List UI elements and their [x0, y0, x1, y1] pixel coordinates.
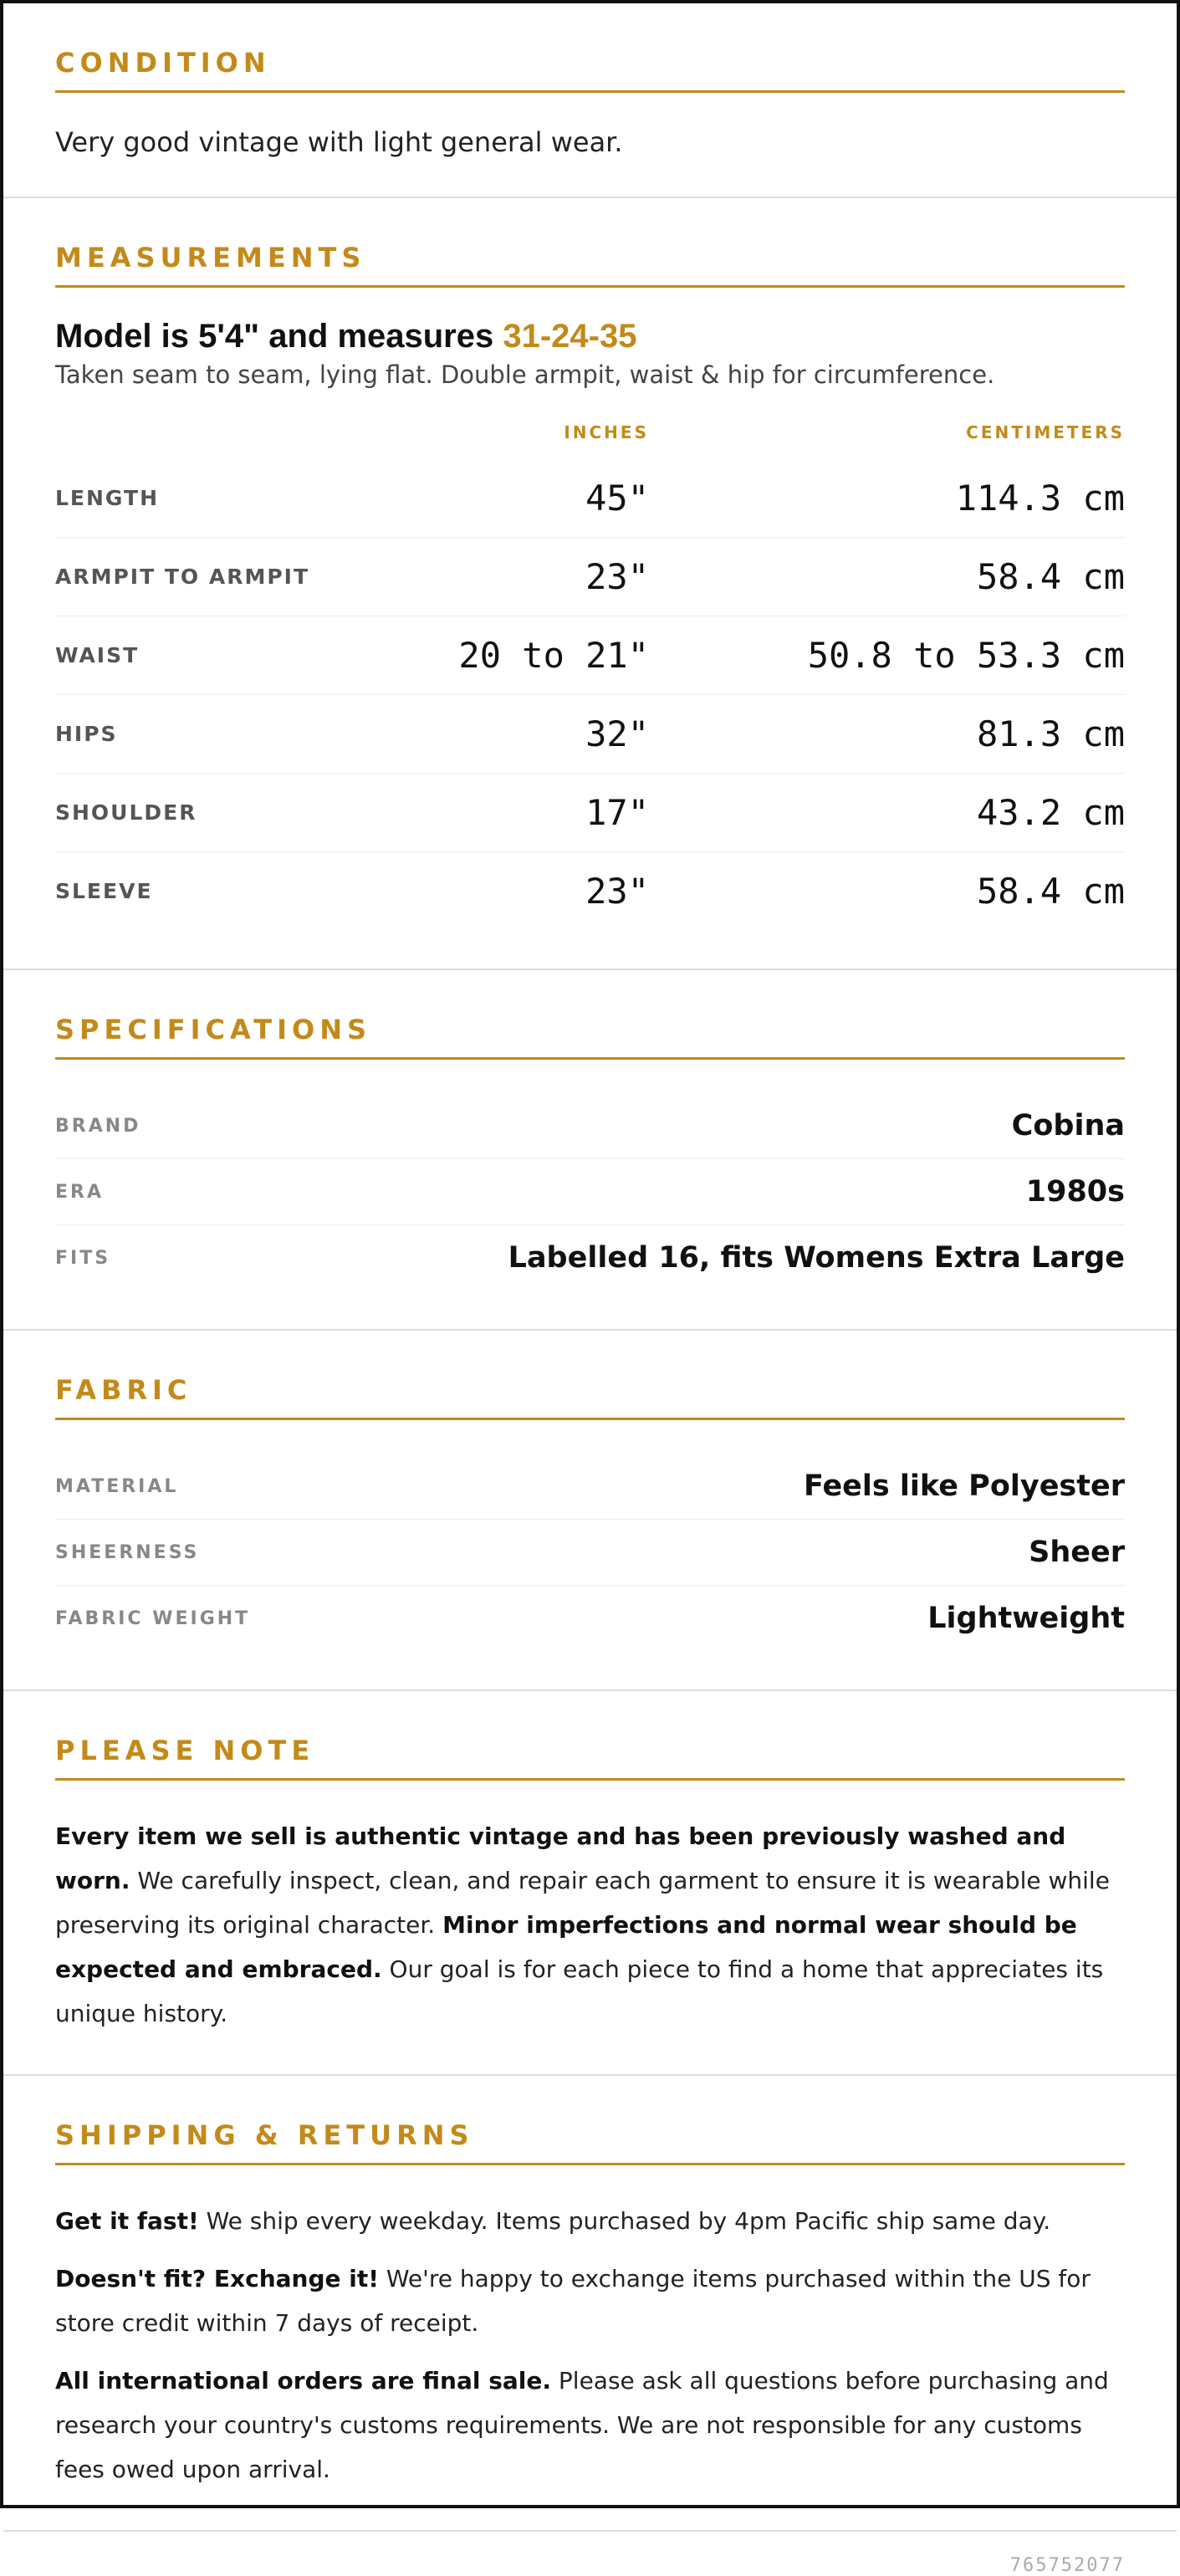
note-text-2: Our goal is for each piece to find a home that appreciates its unique history.	[55, 1955, 1104, 2027]
measurement-cm: 81.3 cm	[976, 713, 1125, 754]
condition-text: Very good vintage with light general wear.	[55, 126, 623, 158]
measurements-heading: MEASUREMENTS	[55, 242, 1125, 288]
shipping-bold-3: All international orders are final sale.	[55, 2367, 552, 2395]
measurement-row-hips	[55, 695, 1125, 774]
spec-row-brand	[55, 1093, 1125, 1159]
spec-value: 1980s	[1025, 1175, 1125, 1209]
shipping-section	[3, 2076, 1177, 2532]
spec-value: Cobina	[1011, 1109, 1125, 1142]
spec-row-fits	[55, 1225, 1125, 1291]
centimeters-header: CENTIMETERS	[966, 422, 1125, 442]
note-text-1: We carefully inspect, clean, and repair each garment to ensure it is wearable while preserving its original character.	[55, 1867, 1110, 1939]
fabric-section	[3, 1331, 1177, 1691]
spec-value: Labelled 16, fits Womens Extra Large	[508, 1241, 1125, 1275]
shipping-text-1: We ship every weekday. Items purchased by 4pm Pacific ship same day.	[198, 2207, 1051, 2235]
please-note-heading: PLEASE NOTE	[55, 1735, 1125, 1781]
measurement-inches: 23"	[585, 871, 649, 912]
measurement-label: SLEEVE	[55, 879, 153, 903]
fabric-row-sheerness	[55, 1520, 1125, 1586]
model-measurements	[55, 318, 1125, 355]
measurement-label: HIPS	[55, 722, 118, 746]
model-prefix: Model is 5'4" and measures	[55, 318, 503, 355]
measurement-cm: 58.4 cm	[976, 556, 1125, 597]
shipping-paragraph-3	[55, 2359, 1125, 2492]
measurement-label: LENGTH	[55, 486, 159, 510]
measurement-row-sleeve	[55, 852, 1125, 930]
measurement-label: ARMPIT TO ARMPIT	[55, 565, 310, 589]
measurement-cm: 50.8 to 53.3 cm	[807, 635, 1125, 676]
measurement-inches: 17"	[585, 792, 649, 833]
condition-heading: CONDITION	[55, 47, 1125, 93]
model-stats: 31-24-35	[503, 318, 637, 355]
spec-row-era	[55, 1159, 1125, 1225]
measurements-section	[3, 198, 1177, 970]
specifications-heading: SPECIFICATIONS	[55, 1014, 1125, 1060]
shipping-text-3: Please ask all questions before purchasing and research your country's customs requirements. We are not responsible for any customs fees owed upon arrival.	[55, 2367, 1109, 2483]
shipping-text-2: We're happy to exchange items purchased within the US for store credit within 7 days of receipt.	[55, 2265, 1091, 2337]
measurement-label: WAIST	[55, 643, 140, 667]
fabric-value: Sheer	[1029, 1536, 1125, 1569]
measurement-cm: 114.3 cm	[955, 478, 1125, 519]
fabric-list	[55, 1454, 1125, 1651]
fabric-label: FABRIC WEIGHT	[55, 1607, 251, 1629]
note-bold-2: Minor imperfections and normal wear should be expected and embraced.	[55, 1911, 1077, 1983]
inches-header: INCHES	[564, 422, 649, 442]
spec-label: ERA	[55, 1181, 104, 1203]
fabric-row-material	[55, 1454, 1125, 1520]
please-note-section	[3, 1691, 1177, 2076]
measurement-inches: 23"	[585, 556, 649, 597]
measurement-label: SHOULDER	[55, 800, 197, 825]
measurement-table	[55, 459, 1125, 930]
shipping-heading: SHIPPING & RETURNS	[55, 2119, 1125, 2165]
measurement-cm: 58.4 cm	[976, 871, 1125, 912]
fabric-row-weight	[55, 1586, 1125, 1651]
measurement-row-length	[55, 459, 1125, 538]
measurement-inches: 20 to 21"	[458, 635, 649, 676]
spec-label: FITS	[55, 1247, 111, 1269]
measurement-cm: 43.2 cm	[976, 792, 1125, 833]
product-id: 765752077	[1009, 2555, 1125, 2576]
shipping-bold-2: Doesn't fit? Exchange it!	[55, 2265, 379, 2292]
shipping-paragraph-1	[55, 2199, 1125, 2243]
fabric-value: Feels like Polyester	[803, 1469, 1125, 1503]
measurement-inches: 45"	[585, 478, 649, 519]
specifications-list	[55, 1093, 1125, 1291]
fabric-value: Lightweight	[927, 1602, 1125, 1635]
condition-section	[3, 3, 1177, 198]
measurement-row-armpit	[55, 538, 1125, 616]
measurement-inches: 32"	[585, 713, 649, 754]
measurement-note: Taken seam to seam, lying flat. Double armpit, waist & hip for circumference.	[55, 360, 995, 389]
fabric-label: MATERIAL	[55, 1475, 179, 1497]
measurement-row-shoulder	[55, 774, 1125, 852]
spec-label: BRAND	[55, 1115, 141, 1137]
note-bold-1: Every item we sell is authentic vintage and has been previously washed and worn.	[55, 1822, 1066, 1894]
shipping-paragraph-2	[55, 2257, 1125, 2345]
shipping-bold-1: Get it fast!	[55, 2207, 199, 2235]
fabric-label: SHEERNESS	[55, 1541, 200, 1563]
specifications-section	[3, 970, 1177, 1331]
fabric-heading: FABRIC	[55, 1374, 1125, 1420]
please-note-text	[55, 1814, 1125, 2036]
measurement-row-waist	[55, 616, 1125, 695]
measurement-column-headers	[55, 422, 1125, 442]
